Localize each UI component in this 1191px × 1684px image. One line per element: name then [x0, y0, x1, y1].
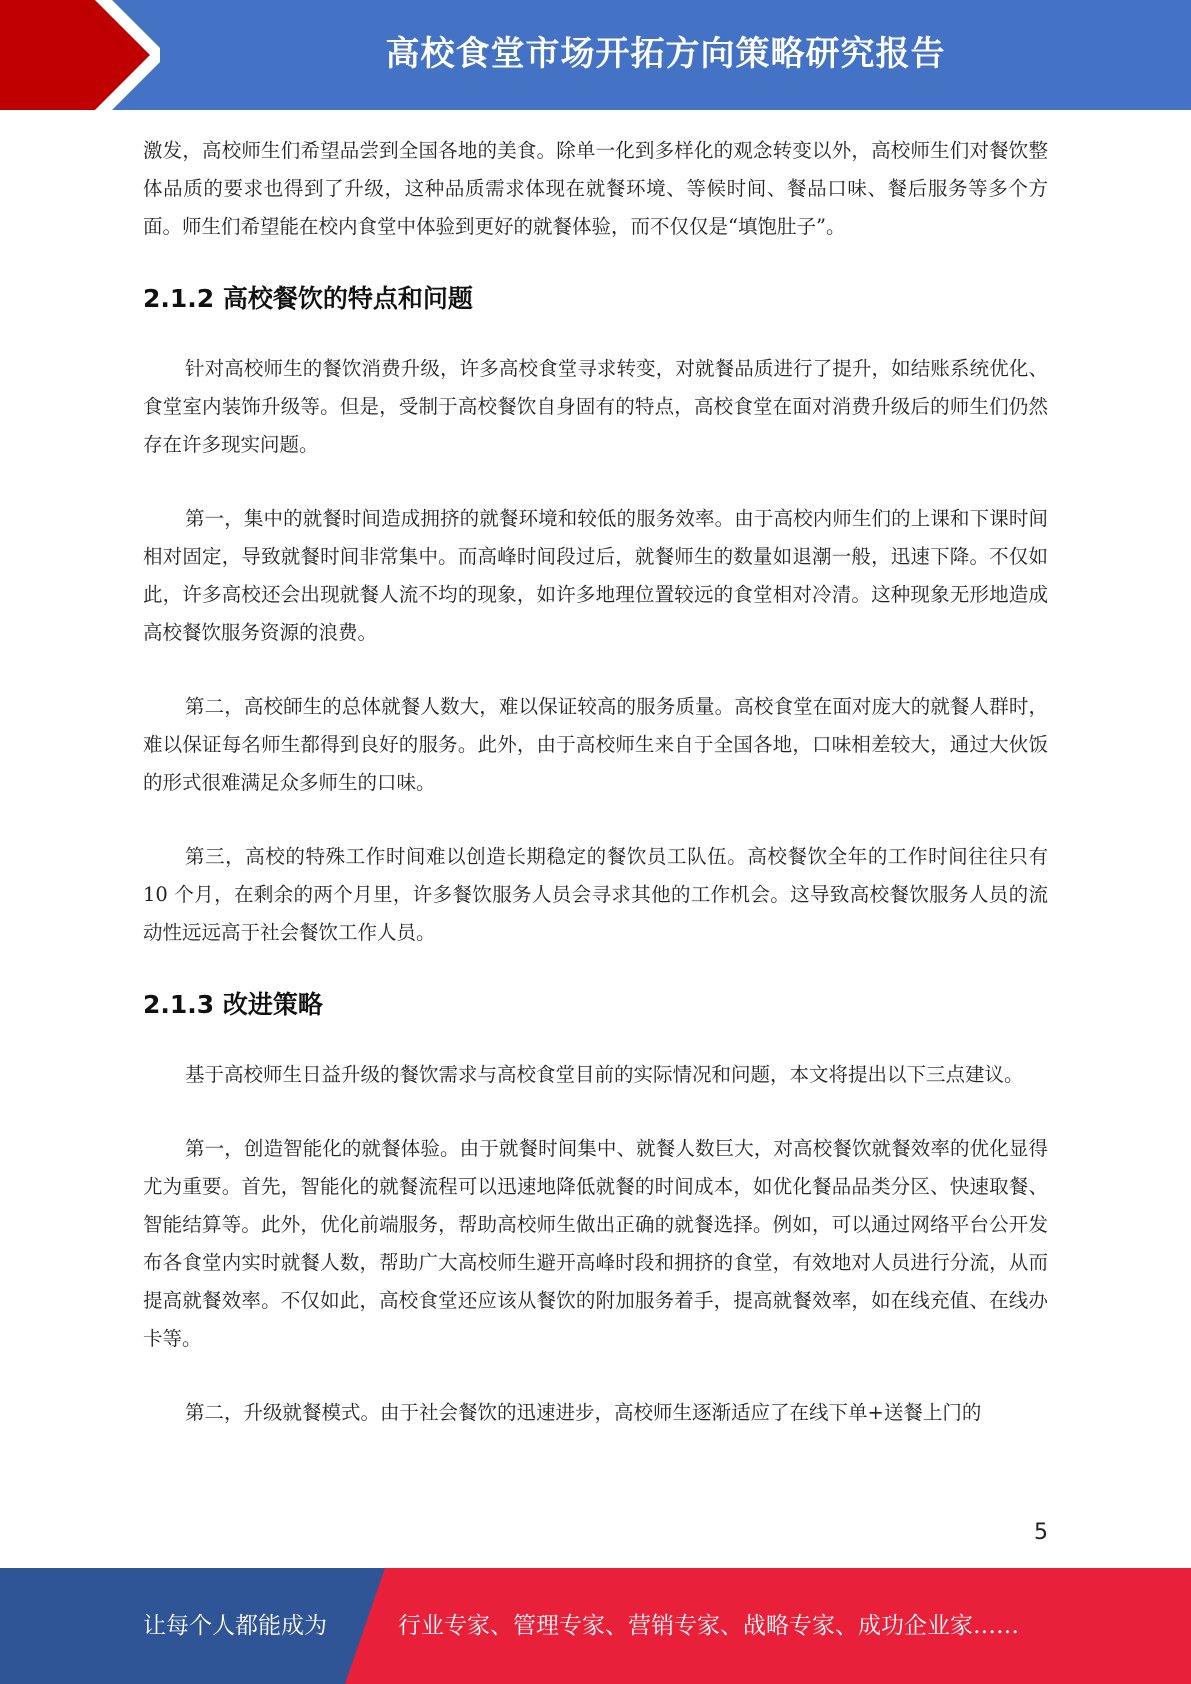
- paragraph: 第一，集中的就餐时间造成拥挤的就餐环境和较低的服务效率。由于高校内师生们的上课和下课时间相对固定，导致就餐时间非常集中。而高峰时间段过后，就餐师生的数量如退潮一般，迅速下降。不仅如此，许多高校还会出现就餐人流不均的现象，如许多地理位置较远的食堂相对冷清。这种现象无形地造成高校餐饮服务资源的浪费。: [143, 507, 1048, 644]
- report-title: 高校食堂市场开拓方向策略研究报告: [385, 34, 946, 74]
- paragraph: 第二，升级就餐模式。由于社会餐饮的迅速进步，高校师生逐渐适应了在线下单+送餐上门的: [185, 1401, 982, 1424]
- paragraph: 第一，创造智能化的就餐体验。由于就餐时间集中、就餐人数巨大，对高校餐饮就餐效率的优化显得尤为重要。首先，智能化的就餐流程可以迅速地降低就餐的时间成本，如优化餐品品类分区、快速取餐、智能结算等。此外，优化前端服务，帮助高校师生做出正确的就餐选择。例如，可以通过网络平台公开发布各食堂内实时就餐人数，帮助广大高校师生避开高峰时段和拥挤的食堂，有效地对人员进行分流，从而提高就餐效率。不仅如此，高校食堂还应该从餐饮的附加服务着手，提高就餐效率，如在线充值、在线办卡等。: [143, 1137, 1048, 1350]
- page-header: [0, 0, 1191, 110]
- page-number: 5: [1034, 1520, 1048, 1545]
- paragraph: 针对高校师生的餐饮消费升级，许多高校食堂寻求转变，对就餐品质进行了提升，如结账系统优化、食堂室内装饰升级等。但是，受制于高校餐饮自身固有的特点，高校食堂在面对消费升级后的师生们仍然存在许多现实问题。: [143, 357, 1048, 456]
- header-chevron-decoration: [0, 0, 160, 110]
- page-footer: [0, 1568, 1191, 1684]
- footer-slogan-left: 让每个人都能成为: [143, 1613, 327, 1639]
- section-heading-2-1-2: 2.1.2 高校餐饮的特点和问题: [143, 284, 473, 313]
- section-heading-2-1-3: 2.1.3 改进策略: [143, 990, 323, 1019]
- paragraph: 第二，高校師生的总体就餐人数大，难以保证较高的服务质量。高校食堂在面对庞大的就餐人群时，难以保证每名师生都得到良好的服务。此外，由于高校师生来自于全国各地，口味相差较大，通过大伙饭的形式很难满足众多师生的口味。: [143, 695, 1048, 794]
- footer-slogan-right: 行业专家、管理专家、营销专家、战略专家、成功企业家……: [398, 1613, 1019, 1639]
- intro-paragraph: 激发，高校师生们希望品尝到全国各地的美食。除单一化到多样化的观念转变以外，高校师生们对餐饮整体品质的要求也得到了升级，这种品质需求体现在就餐环境、等候时间、餐品口味、餐后服务等多个方面。师生们希望能在校内食堂中体验到更好的就餐体验，而不仅仅是“填饱肚子”。: [143, 139, 1048, 238]
- document-body: [143, 132, 1048, 1432]
- paragraph: 基于高校师生日益升级的餐饮需求与高校食堂目前的实际情况和问题，本文将提出以下三点建议。: [185, 1063, 1024, 1086]
- paragraph: 第三，高校的特殊工作时间难以创造长期稳定的餐饮员工队伍。高校餐饮全年的工作时间往往只有 10 个月，在剩余的两个月里，许多餐饮服务人员会寻求其他的工作机会。这导致高校餐饮服务人员的流动性远远高于社会餐饮工作人员。: [143, 845, 1048, 944]
